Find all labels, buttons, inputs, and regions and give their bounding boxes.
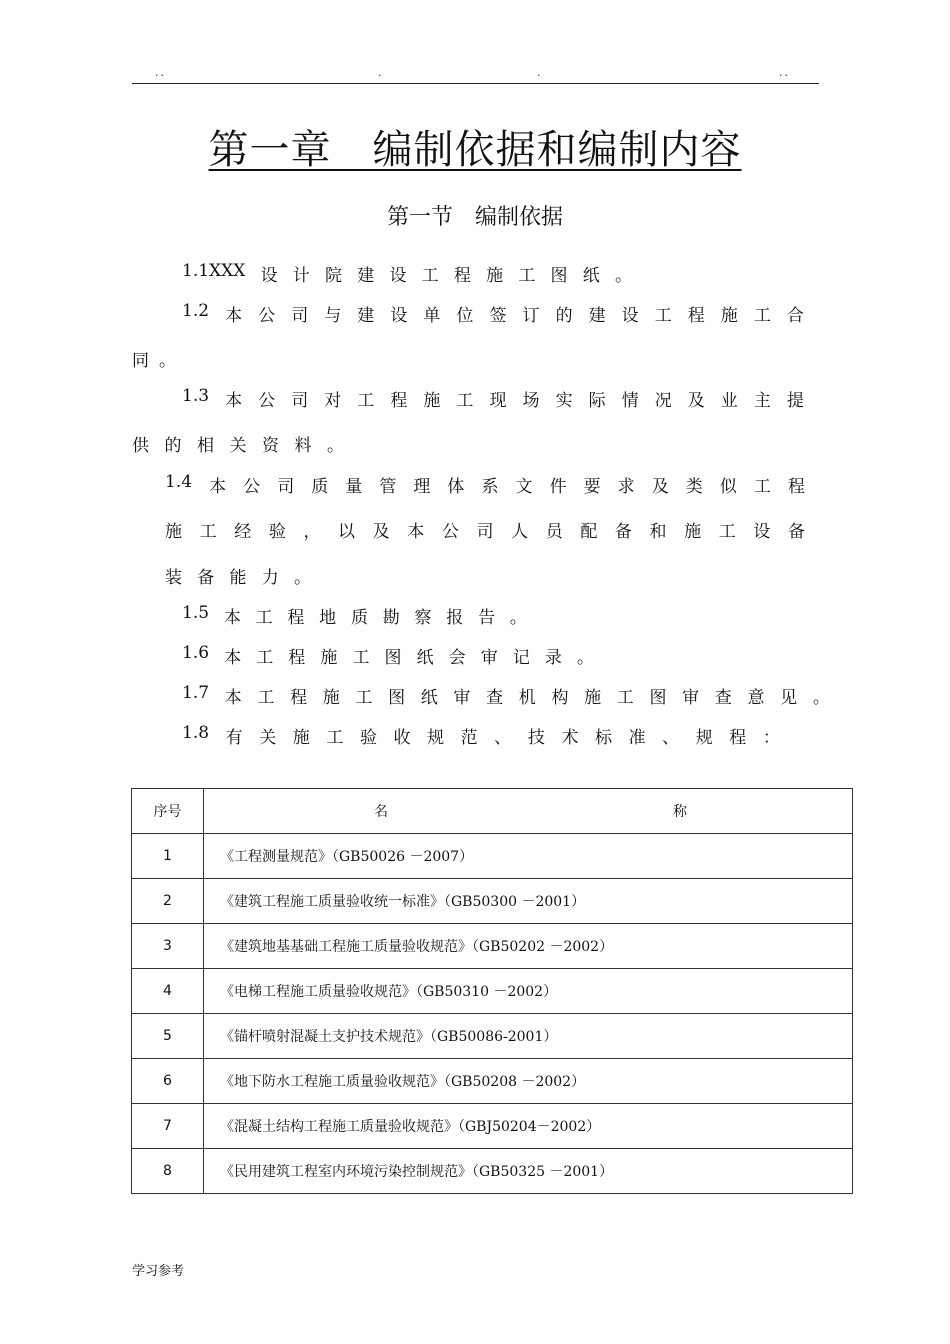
text-char: 1.5 bbox=[182, 603, 210, 623]
text-char: 见 bbox=[780, 688, 798, 708]
text-char: 司 bbox=[277, 477, 295, 497]
text-char: 。 bbox=[159, 351, 176, 371]
text-char: 力 bbox=[261, 568, 279, 588]
standard-name: 《建筑地基基础工程施工质量验收规范》（GB50202 －2002） bbox=[204, 924, 853, 969]
text-char: 管 bbox=[379, 477, 397, 497]
table-row bbox=[132, 924, 853, 969]
row-number: 5 bbox=[132, 1014, 204, 1059]
text-char: 施 bbox=[320, 648, 338, 668]
text-char: 查 bbox=[714, 688, 732, 708]
text-char: 公 bbox=[243, 477, 261, 497]
table-header-row bbox=[132, 789, 853, 834]
table-row bbox=[132, 834, 853, 879]
text-char: 意 bbox=[747, 688, 765, 708]
text-char: 系 bbox=[481, 477, 499, 497]
text-char: 1.2 bbox=[182, 301, 210, 321]
text-char: 量 bbox=[345, 477, 363, 497]
header-no: 序号 bbox=[132, 789, 204, 834]
chapter-title bbox=[0, 118, 950, 175]
text-char: 工 bbox=[355, 688, 373, 708]
header-name bbox=[204, 789, 853, 834]
text-char: 工 bbox=[518, 266, 536, 286]
text-char: 同 bbox=[132, 351, 149, 371]
text-char: 及 bbox=[687, 391, 705, 411]
text-char: 、 bbox=[662, 728, 680, 748]
item-1-7 bbox=[182, 683, 830, 708]
text-char: 配 bbox=[580, 522, 598, 542]
text-char: 实 bbox=[555, 391, 573, 411]
row-number: 8 bbox=[132, 1149, 204, 1194]
text-char: 。 bbox=[294, 568, 311, 588]
text-char: 设 bbox=[390, 306, 408, 326]
standard-name: 《锚杆喷射混凝土支护技术规范》（GB50086-2001） bbox=[204, 1014, 853, 1059]
standard-name: 《工程测量规范》（GB50026 －2007） bbox=[204, 834, 853, 879]
text-char: 本 bbox=[224, 688, 242, 708]
text-char: 、 bbox=[494, 728, 512, 748]
text-char: 工 bbox=[421, 266, 439, 286]
text-char: 场 bbox=[522, 391, 540, 411]
text-char: 机 bbox=[518, 688, 536, 708]
text-char: 况 bbox=[654, 391, 672, 411]
text-char: 建 bbox=[357, 266, 375, 286]
text-char: 规 bbox=[695, 728, 713, 748]
text-char: 院 bbox=[325, 266, 342, 286]
text-char: 本 bbox=[224, 648, 242, 668]
text-char: 本 bbox=[225, 391, 243, 411]
item-1-4-line2 bbox=[165, 517, 805, 542]
text-char: 司 bbox=[291, 306, 309, 326]
text-char: 本 bbox=[209, 477, 227, 497]
text-char: 程 bbox=[687, 306, 705, 326]
text-char: 与 bbox=[324, 306, 342, 326]
text-char: 工 bbox=[753, 306, 771, 326]
text-char: 程 bbox=[390, 391, 408, 411]
text-char: 施 bbox=[322, 688, 340, 708]
text-char: 。 bbox=[509, 608, 527, 628]
text-char: 的 bbox=[164, 436, 182, 456]
text-char: 程 bbox=[453, 266, 471, 286]
text-char: 施 bbox=[684, 522, 702, 542]
text-char: 建 bbox=[588, 306, 606, 326]
item-1-3-line2 bbox=[132, 431, 344, 456]
chapter-title-text: 第一章 编制依据和编制内容 bbox=[208, 127, 742, 173]
text-char: 程 bbox=[288, 648, 306, 668]
text-char: 规 bbox=[427, 728, 445, 748]
text-char: 本 bbox=[407, 522, 425, 542]
text-char: 司 bbox=[291, 391, 309, 411]
text-char: 图 bbox=[649, 688, 667, 708]
footer-text: 学习参考 bbox=[132, 1264, 185, 1279]
standard-name: 《电梯工程施工质量验收规范》（GB50310 －2002） bbox=[204, 969, 853, 1014]
text-char: 主 bbox=[753, 391, 771, 411]
text-char: 纸 bbox=[416, 648, 434, 668]
table-row bbox=[132, 1104, 853, 1149]
section-title: 第一节 编制依据 bbox=[386, 205, 563, 230]
text-char: 本 bbox=[223, 608, 241, 628]
text-char: 对 bbox=[324, 391, 342, 411]
item-1-2-line2 bbox=[132, 346, 176, 371]
table-row bbox=[132, 1149, 853, 1194]
text-char: 工 bbox=[456, 391, 474, 411]
text-char: 理 bbox=[413, 477, 431, 497]
text-char: 料 bbox=[294, 436, 312, 456]
text-char: 1.1XXX bbox=[182, 261, 246, 281]
header-name-1: 名 bbox=[374, 804, 388, 820]
item-1-8 bbox=[182, 723, 780, 748]
text-char: 施 bbox=[292, 728, 310, 748]
text-char: 工 bbox=[654, 306, 672, 326]
text-char: 构 bbox=[551, 688, 569, 708]
text-char: 审 bbox=[682, 688, 700, 708]
text-char: 人 bbox=[511, 522, 529, 542]
text-char: 际 bbox=[588, 391, 606, 411]
text-char: 公 bbox=[258, 306, 276, 326]
text-char: 察 bbox=[414, 608, 432, 628]
row-number: 4 bbox=[132, 969, 204, 1014]
text-char: 设 bbox=[621, 306, 639, 326]
text-char: 标 bbox=[594, 728, 612, 748]
text-char: 设 bbox=[753, 522, 771, 542]
text-char: 。 bbox=[327, 436, 344, 456]
standards-table bbox=[131, 788, 853, 1194]
text-char: ， bbox=[303, 522, 321, 542]
text-char: 的 bbox=[555, 306, 573, 326]
text-char: 录 bbox=[544, 648, 562, 668]
text-char: 验 bbox=[268, 522, 286, 542]
text-char: 质 bbox=[350, 608, 368, 628]
text-char: 图 bbox=[384, 648, 402, 668]
text-char: 工 bbox=[326, 728, 344, 748]
text-char: 位 bbox=[456, 306, 474, 326]
text-char: 公 bbox=[441, 522, 459, 542]
text-char: 图 bbox=[388, 688, 406, 708]
text-char: 工 bbox=[255, 608, 273, 628]
standard-name: 《建筑工程施工质量验收统一标准》（GB50300 －2001） bbox=[204, 879, 853, 924]
text-char: 相 bbox=[197, 436, 214, 456]
text-char: 工 bbox=[257, 688, 275, 708]
text-char: 收 bbox=[393, 728, 411, 748]
text-char: 查 bbox=[486, 688, 504, 708]
item-1-4-line3 bbox=[165, 563, 311, 588]
text-char: 程 bbox=[287, 608, 305, 628]
text-char: 关 bbox=[259, 728, 277, 748]
table-row bbox=[132, 969, 853, 1014]
text-char: 工 bbox=[352, 648, 370, 668]
text-char: 求 bbox=[617, 477, 635, 497]
text-char: 装 bbox=[165, 568, 182, 588]
item-1-4-line1 bbox=[165, 472, 805, 497]
text-char: 及 bbox=[651, 477, 669, 497]
text-char: 施 bbox=[423, 391, 441, 411]
text-char: 和 bbox=[649, 522, 667, 542]
text-char: 备 bbox=[787, 522, 805, 542]
text-char: 情 bbox=[621, 391, 639, 411]
text-char: 文 bbox=[515, 477, 533, 497]
text-char: 施 bbox=[584, 688, 602, 708]
header-dots-mid1: . bbox=[378, 66, 384, 79]
text-char: 关 bbox=[229, 436, 247, 456]
text-char: 计 bbox=[292, 266, 310, 286]
text-char: 业 bbox=[720, 391, 738, 411]
text-char: 设 bbox=[260, 266, 278, 286]
text-char: 工 bbox=[616, 688, 634, 708]
text-char: 程 bbox=[787, 477, 805, 497]
header-rule bbox=[132, 83, 819, 84]
text-char: 告 bbox=[478, 608, 496, 628]
text-char: 合 bbox=[786, 306, 804, 326]
header-dots-right: .. bbox=[779, 66, 790, 79]
item-1-2-line1 bbox=[182, 301, 804, 326]
header-dots-mid2: . bbox=[537, 66, 543, 79]
text-char: 公 bbox=[258, 391, 276, 411]
text-char: 司 bbox=[476, 522, 494, 542]
row-number: 6 bbox=[132, 1059, 204, 1104]
text-char: 签 bbox=[489, 306, 507, 326]
text-char: 提 bbox=[786, 391, 804, 411]
row-number: 1 bbox=[132, 834, 204, 879]
text-char: 备 bbox=[614, 522, 632, 542]
text-char: 设 bbox=[389, 266, 407, 286]
item-1-6 bbox=[182, 643, 594, 668]
text-char: 备 bbox=[197, 568, 215, 588]
text-char: 体 bbox=[447, 477, 465, 497]
text-char: 施 bbox=[165, 522, 182, 542]
item-1-1 bbox=[182, 261, 632, 286]
text-char: 单 bbox=[423, 306, 441, 326]
text-char: 质 bbox=[311, 477, 329, 497]
text-char: 1.4 bbox=[165, 472, 193, 492]
text-char: 1.3 bbox=[182, 386, 210, 406]
text-char: 经 bbox=[234, 522, 252, 542]
text-char: 及 bbox=[372, 522, 390, 542]
item-1-5 bbox=[182, 603, 527, 628]
standard-name: 《混凝土结构工程施工质量验收规范》（GBJ50204－2002） bbox=[204, 1104, 853, 1149]
text-char: 1.8 bbox=[182, 723, 210, 743]
text-char: 供 bbox=[132, 436, 149, 456]
text-char: 施 bbox=[486, 266, 504, 286]
text-char: 施 bbox=[720, 306, 738, 326]
text-char: 审 bbox=[453, 688, 471, 708]
text-char: 。 bbox=[576, 648, 594, 668]
text-char: 类 bbox=[685, 477, 703, 497]
text-char: 准 bbox=[628, 728, 646, 748]
text-char: 工 bbox=[718, 522, 736, 542]
text-char: 勘 bbox=[382, 608, 400, 628]
text-char: 1.7 bbox=[182, 683, 210, 703]
text-char: 会 bbox=[448, 648, 466, 668]
text-char: 程 bbox=[729, 728, 747, 748]
text-char: 纸 bbox=[582, 266, 600, 286]
text-char: 要 bbox=[583, 477, 601, 497]
table-row bbox=[132, 879, 853, 924]
text-char: 记 bbox=[512, 648, 530, 668]
table-row bbox=[132, 1014, 853, 1059]
text-char: 地 bbox=[319, 608, 337, 628]
row-number: 7 bbox=[132, 1104, 204, 1149]
text-char: 工 bbox=[753, 477, 771, 497]
table-row bbox=[132, 1059, 853, 1104]
header-name-2: 称 bbox=[673, 804, 687, 820]
text-char: 以 bbox=[338, 522, 356, 542]
text-char: 建 bbox=[357, 306, 375, 326]
text-char: 订 bbox=[522, 306, 540, 326]
text-char: 件 bbox=[549, 477, 567, 497]
text-char: 纸 bbox=[420, 688, 438, 708]
row-number: 2 bbox=[132, 879, 204, 924]
text-char: 似 bbox=[719, 477, 737, 497]
text-char: 技 bbox=[527, 728, 545, 748]
item-1-3-line1 bbox=[182, 386, 804, 411]
text-char: 现 bbox=[489, 391, 507, 411]
text-char: 验 bbox=[359, 728, 377, 748]
standard-name: 《地下防水工程施工质量验收规范》（GB50208 －2002） bbox=[204, 1059, 853, 1104]
text-char: 术 bbox=[561, 728, 579, 748]
text-char: 。 bbox=[614, 266, 632, 286]
text-char: 能 bbox=[229, 568, 247, 588]
text-char: 。 bbox=[812, 688, 830, 708]
text-char: 1.6 bbox=[182, 643, 210, 663]
text-char: 本 bbox=[225, 306, 243, 326]
text-char: ： bbox=[762, 728, 780, 748]
row-number: 3 bbox=[132, 924, 204, 969]
text-char: 工 bbox=[256, 648, 274, 668]
text-char: 审 bbox=[480, 648, 498, 668]
standard-name: 《民用建筑工程室内环境污染控制规范》（GB50325 －2001） bbox=[204, 1149, 853, 1194]
text-char: 范 bbox=[460, 728, 478, 748]
header-dots-left: .. bbox=[155, 66, 166, 79]
text-char: 工 bbox=[199, 522, 217, 542]
text-char: 程 bbox=[290, 688, 308, 708]
text-char: 工 bbox=[357, 391, 375, 411]
text-char: 资 bbox=[262, 436, 279, 456]
text-char: 员 bbox=[545, 522, 563, 542]
text-char: 有 bbox=[225, 728, 243, 748]
text-char: 报 bbox=[446, 608, 464, 628]
text-char: 图 bbox=[550, 266, 568, 286]
